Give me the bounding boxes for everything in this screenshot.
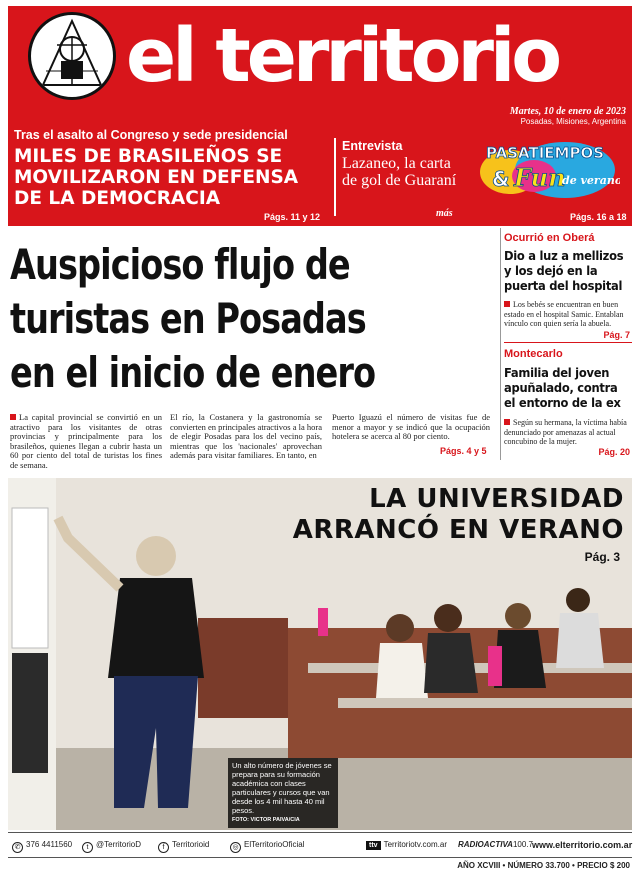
dateline [8,106,632,128]
footer-tv[interactable]: ttv Territoriotv.com.ar [366,840,447,850]
top-band [8,128,632,226]
footer-instagram[interactable]: ◎ ElTerritorioOficial [230,840,304,853]
classroom-photo[interactable] [8,478,632,830]
main-headline-line: turistas en Posadas [10,294,366,343]
main-headline-line: en el inicio de enero [10,348,376,397]
side1-headline[interactable]: Dio a luz a mellizos y los dejó en la puerta del hospital [504,248,624,293]
sidebar-rule [500,228,501,460]
side2-headline[interactable]: Familia del joven apuñalado, contra el entorno de la ex [504,365,621,410]
footer-facebook[interactable]: f Territorioid [158,840,209,853]
promo-amp: & [492,167,510,191]
bullet-square-icon [504,301,510,307]
photo-caption: Un alto número de jóvenes se prepara para su formación académica con clases particulares y cursos que van desde los 4 mil hasta 40 mil pesos. FOTO: VICTOR PAIVA/CIA [228,758,338,828]
masthead-title: el territorio [126,13,559,99]
side1-body: Los bebés se encuentran en buen estado en el hospital Samic. Entablan vínculo con quien sería la abuela. [504,300,624,328]
band-kicker: Tras el asalto al Congreso y sede presidencial [14,128,288,142]
band-divider [334,138,336,216]
footer-phone[interactable]: ✆ 376 4411560 [12,840,72,853]
pasatiempos-promo[interactable] [470,136,620,206]
promo-verano: de verano [562,174,620,187]
main-body-col1: La capital provincial se convirtió en un atractivo para los visitantes de otras provincias y principalmente para los brasileños, quienes llegan a cubrir hasta un 60 por ciento del total de turistas los fines de semana. [10,412,162,470]
band-headline[interactable]: MILES DE BRASILEÑOS SE MOVILIZARON EN DEFENSA DE LA DEMOCRACIA [14,146,299,209]
facebook-icon: f [158,842,169,853]
side2-body: Según su hermana, la víctima había denunciado por amenazas al actual concubino de la mujer. [504,418,627,446]
footer-bar [8,832,632,858]
band-pages: Págs. 11 y 12 [264,212,321,222]
photo-credit: FOTO: VICTOR PAIVA/CIA [232,817,300,823]
twitter-icon: t [82,842,93,853]
side2-kicker: Montecarlo [504,348,563,360]
main-body-col3: Puerto Iguazú el número de visitas fue de menor a mayor y se indicó que la ocupación hotelera se acerca al 80 por ciento. [332,412,490,441]
main-headline[interactable] [10,238,394,400]
whatsapp-icon: ✆ [12,842,23,853]
side2-pages: Pág. 20 [598,447,630,457]
promo-pages: Págs. 16 a 18 [570,212,627,222]
main-headline-line: Auspicioso flujo de [10,240,350,289]
footer-website[interactable]: www.elterritorio.com.ar [532,840,633,850]
issue-info: AÑO XCVIII • NÚMERO 33.700 • PRECIO $ 200 [457,861,630,870]
side-separator [504,342,632,343]
bullet-square-icon [504,419,510,425]
logo-emblem-icon [28,12,116,100]
side1-kicker: Ocurrió en Oberá [504,232,595,244]
photo-pages: Pág. 3 [584,550,620,564]
instagram-icon: ◎ [230,842,241,853]
issue-date: Martes, 10 de enero de 2023 [509,106,626,117]
main-body-col2: El río, la Costanera y la gastronomía se convierten en principales atractivos a la hora de elegir Posadas para los del vecino país, mientras que los 'nacionales' aprovechan además para visitar familiares. En tanto, en [170,412,322,460]
interview-kicker: Entrevista [342,139,403,153]
mas-badge: más [436,208,453,219]
footer-radio[interactable]: RADIOACTIVA100.7 [458,840,533,849]
promo-fun: Fun [514,163,566,192]
main-pages: Págs. 4 y 5 [440,446,487,456]
masthead [8,6,632,106]
issue-place: Posadas, Misiones, Argentina [520,117,626,126]
footer-twitter[interactable]: t @TerritorioD [82,840,141,853]
tv-badge: ttv [366,841,381,850]
bullet-square-icon [10,414,16,420]
photo-headline[interactable]: LA UNIVERSIDAD ARRANCÓ EN VERANO [292,484,624,545]
side1-pages: Pág. 7 [603,330,630,340]
promo-pasatiempos: PASATIEMPOS [485,144,605,162]
interview-headline[interactable]: Lazaneo, la carta de gol de Guaraní [342,155,457,189]
